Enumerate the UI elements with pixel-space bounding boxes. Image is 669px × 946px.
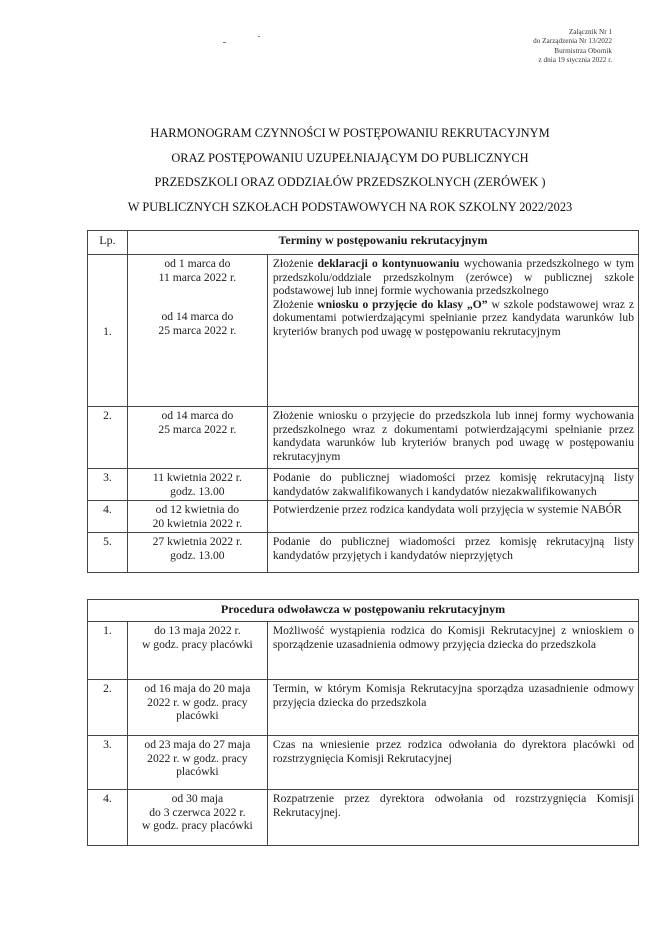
schedule-header: Terminy w postępowaniu rekrutacyjnym — [127, 231, 638, 255]
table-row — [88, 407, 639, 469]
declaration-text — [273, 257, 634, 298]
row-number: 4. — [88, 790, 128, 846]
row-description — [267, 255, 638, 407]
appeal-header: Procedura odwoławcza w postępowaniu rekrutacyjnym — [88, 600, 639, 622]
row-description: Termin, w którym Komisja Rekrutacyjna sporządza uzasadnienie odmowy przyjęcia dziecka do przedszkola — [267, 680, 638, 736]
appeal-table — [87, 599, 639, 846]
table-row — [88, 622, 639, 680]
date-line: do 13 maja 2022 r. — [154, 624, 241, 637]
document-title — [70, 121, 630, 219]
text-bold: deklaracji o kontynuowaniu — [317, 257, 460, 270]
title-line: W PUBLICZNYCH SZKOŁACH PODSTAWOWYCH NA ROK SZKOLNY 2022/2023 — [127, 199, 573, 214]
row-number: 1. — [88, 255, 128, 407]
date-line: placówki — [176, 765, 219, 779]
date-line: w godz. pracy placówki — [142, 637, 253, 651]
table-row — [88, 255, 639, 407]
text-part: w szkole podstawowej wraz z dokumentami potwierdzającymi spełnianie przez kandydata warunków lub kryteriów branych pod uwagę w postępowaniu rekrutacyjnym — [272, 297, 634, 338]
table-header-row — [88, 600, 639, 622]
date-line: w godz. pracy placówki — [142, 819, 253, 833]
row-number: 3. — [88, 469, 128, 501]
row-dates — [127, 533, 267, 573]
date-line: od 16 maja do 20 maja — [144, 682, 251, 695]
date-line: 27 kwietnia 2022 r. — [152, 535, 243, 549]
lp-header: Lp. — [88, 231, 128, 255]
row-description: Czas na wniesienie przez rodzica odwołania do dyrektora placówki od rozstrzygnięcia Komisji Rekrutacyjnej — [267, 736, 638, 790]
row-description: Potwierdzenie przez rodzica kandydata woli przyjęcia w systemie NABÓR — [267, 501, 638, 533]
date-line: 25 marca 2022 r. — [158, 323, 237, 337]
attachment-line: Załącznik Nr 1 — [568, 28, 612, 36]
attachment-line: do Zarządzenia Nr 13/2022 — [533, 37, 612, 46]
date-line: 11 marca 2022 r. — [158, 270, 237, 284]
date-line: godz. 13.00 — [170, 484, 225, 498]
table-row — [88, 501, 639, 533]
attachment-line: z dnia 19 stycznia 2022 r. — [538, 56, 612, 65]
title-line: ORAZ POSTĘPOWANIU UZUPEŁNIAJĄCYM DO PUBLICZNYCH — [171, 150, 529, 165]
text-bold: wniosku o przyjęcie do klasy „O” — [317, 297, 488, 311]
row-dates — [127, 622, 267, 680]
date-line: od 1 marca do — [164, 257, 231, 270]
table-header-row — [88, 231, 639, 255]
date-line: od 12 kwietnia do — [155, 503, 240, 517]
row-description: Możliwość wystąpienia rodzica do Komisji Rekrutacyjnej z wnioskiem o sporządzenie uzasadnienia odmowy przyjęcia dziecka do przedszkola — [267, 622, 638, 680]
table-row — [88, 736, 639, 790]
row-number: 4. — [88, 501, 128, 533]
row-dates — [127, 680, 267, 736]
table-row — [88, 533, 639, 573]
title-line: PRZEDSZKOLI ORAZ ODDZIAŁÓW PRZEDSZKOLNYCH (ZERÓWEK ) — [154, 175, 546, 189]
attachment-line: Burmistrza Obornik — [554, 46, 612, 55]
date-line: 11 kwietnia 2022 r. — [152, 471, 242, 484]
row-dates — [127, 407, 267, 469]
schedule-table — [87, 230, 639, 573]
row-number: 5. — [88, 533, 128, 573]
date-line: od 23 maja do 27 maja — [144, 738, 251, 751]
text-part: Złożenie — [272, 257, 318, 270]
date-line: godz. 13.00 — [170, 548, 225, 562]
row-dates — [127, 255, 267, 407]
scan-speck — [223, 42, 226, 43]
table-row — [88, 790, 639, 846]
text-part: wychowania przedszkolnego w tym przedszkolu/oddziale przedszkolnym (zerówce) w publicznej szkole podstawowej lub innej formie wychowania przedszkolnego — [272, 257, 634, 298]
date-line: do 3 czerwca 2022 r. — [149, 805, 246, 819]
row-description: Podanie do publicznej wiadomości przez komisję rekrutacyjną listy kandydatów zakwalifikowanych i kandydatów niezakwalifikowanych — [267, 469, 638, 501]
row-description: Złożenie wniosku o przyjęcie do przedszkola lub innej formy wychowania przedszkolnego wraz z dokumentami potwierdzającymi spełnianie przez kandydata warunków lub kryteriów branych pod uwagę w postępowaniu rekrutacyjnym — [267, 407, 638, 469]
row-dates — [127, 469, 267, 501]
date-line: 20 kwietnia 2022 r. — [152, 516, 243, 530]
row-number: 2. — [88, 680, 128, 736]
row-description: Podanie do publicznej wiadomości przez komisję rekrutacyjną listy kandydatów przyjętych i kandydatów nieprzyjętych — [267, 533, 638, 573]
text-part: Złożenie — [272, 297, 318, 311]
row-number: 2. — [88, 407, 128, 469]
row-number: 3. — [88, 736, 128, 790]
application-text — [273, 298, 634, 339]
row-dates — [127, 736, 267, 790]
table-row — [88, 680, 639, 736]
table-row — [88, 469, 639, 501]
row-number: 1. — [88, 622, 128, 680]
attachment-note — [533, 28, 612, 66]
row-description: Rozpatrzenie przez dyrektora odwołania od rozstrzygnięcia Komisji Rekrutacyjnej. — [267, 790, 638, 846]
date-line: placówki — [176, 709, 219, 723]
date-line: 2022 r. w godz. pracy — [147, 751, 248, 765]
scan-speck — [258, 36, 260, 37]
row-dates — [127, 501, 267, 533]
row-dates — [127, 790, 267, 846]
date-line: od 14 marca do — [161, 310, 234, 324]
date-line: 25 marca 2022 r. — [158, 422, 237, 436]
date-line: 2022 r. w godz. pracy — [147, 695, 248, 709]
title-line: HARMONOGRAM CZYNNOŚCI W POSTĘPOWANIU REKRUTACYJNYM — [150, 126, 550, 140]
date-line: od 30 maja — [171, 792, 224, 805]
date-line: od 14 marca do — [161, 409, 234, 422]
